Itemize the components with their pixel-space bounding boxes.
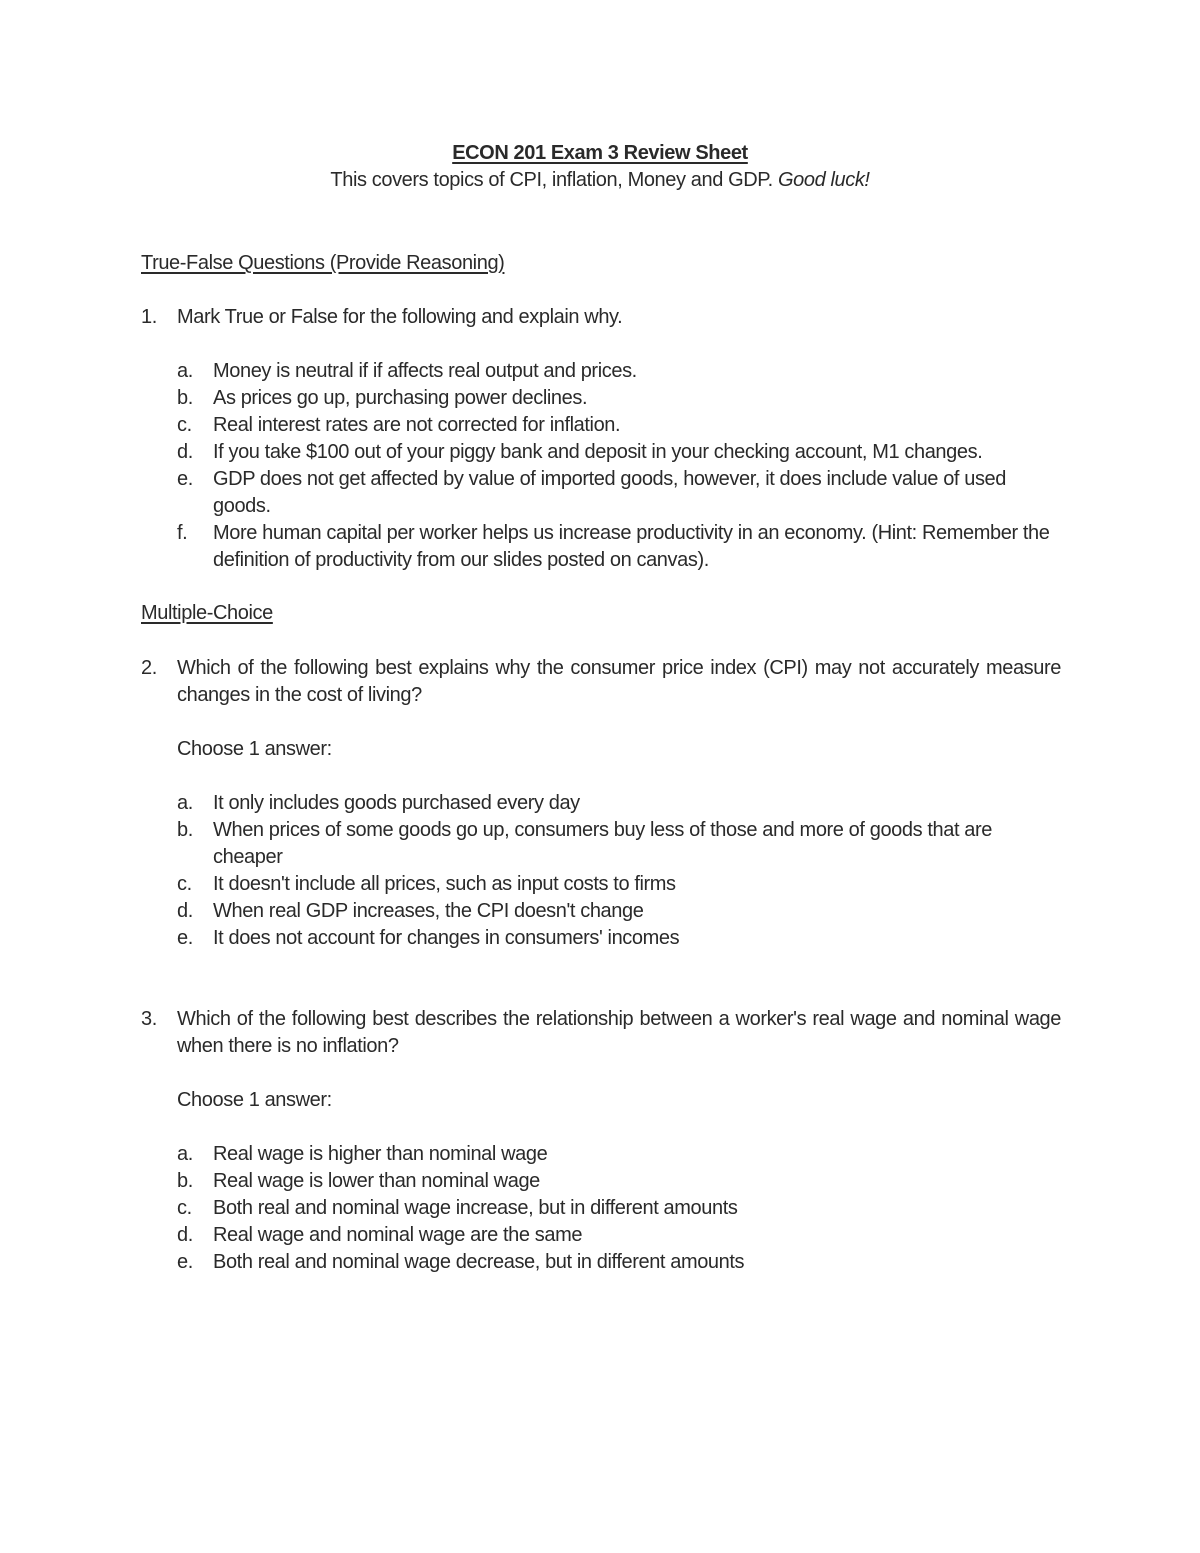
list-item <box>177 439 1061 466</box>
option-text: When prices of some goods go up, consumers buy less of those and more of goods that are cheaper <box>213 819 992 868</box>
choose-answer-prompt: Choose 1 answer: <box>177 738 332 760</box>
option-text: Real wage is higher than nominal wage <box>213 1143 548 1165</box>
option-text: As prices go up, purchasing power declines. <box>213 387 588 409</box>
option-text: It does not account for changes in consumers' incomes <box>213 927 680 949</box>
list-item <box>177 871 1061 898</box>
question-number: 3. <box>141 1008 157 1030</box>
option-text: Real interest rates are not corrected for inflation. <box>213 414 621 436</box>
list-item <box>177 817 1061 871</box>
list-item <box>177 466 1061 520</box>
section-heading-multiple-choice: Multiple-Choice <box>141 602 273 624</box>
list-item <box>177 1141 1061 1168</box>
document-subtitle <box>0 167 1200 194</box>
option-letter: b. <box>177 819 193 841</box>
option-text: Both real and nominal wage increase, but in different amounts <box>213 1197 738 1219</box>
answer-list <box>177 358 1061 574</box>
list-item <box>177 520 1061 574</box>
question-text: Which of the following best explains why the consumer price index (CPI) may not accurately measure changes in the cost of living? <box>177 657 1061 706</box>
list-item <box>177 1195 1061 1222</box>
option-letter: a. <box>177 1143 193 1165</box>
option-text: When real GDP increases, the CPI doesn't change <box>213 900 644 922</box>
subtitle-good-luck: Good luck! <box>777 169 870 191</box>
question-1 <box>141 304 1061 574</box>
choose-answer-prompt: Choose 1 answer: <box>177 1089 332 1111</box>
option-letter: d. <box>177 900 193 922</box>
list-item <box>177 1168 1061 1195</box>
document-title: ECON 201 Exam 3 Review Sheet <box>452 142 748 164</box>
question-number: 2. <box>141 657 157 679</box>
question-3 <box>141 1006 1061 1276</box>
list-item <box>177 1222 1061 1249</box>
list-item <box>177 412 1061 439</box>
option-letter: f. <box>177 522 188 544</box>
option-text: Real wage is lower than nominal wage <box>213 1170 540 1192</box>
option-text: It only includes goods purchased every day <box>213 792 580 814</box>
option-letter: c. <box>177 1197 192 1219</box>
option-text: More human capital per worker helps us increase productivity in an economy. (Hint: Remember the definition of productivity from our slides posted on canvas). <box>213 522 1050 571</box>
answer-list <box>177 1141 1061 1276</box>
option-letter: d. <box>177 441 193 463</box>
option-letter: d. <box>177 1224 193 1246</box>
list-item <box>177 925 1061 952</box>
option-text: Real wage and nominal wage are the same <box>213 1224 583 1246</box>
option-letter: e. <box>177 1251 193 1273</box>
option-text: Both real and nominal wage decrease, but in different amounts <box>213 1251 745 1273</box>
option-letter: b. <box>177 1170 193 1192</box>
list-item <box>177 358 1061 385</box>
list-item <box>177 385 1061 412</box>
option-letter: c. <box>177 873 192 895</box>
subtitle-text: This covers topics of CPI, inflation, Money and GDP. <box>330 169 773 191</box>
option-text: If you take $100 out of your piggy bank and deposit in your checking account, M1 changes. <box>213 441 983 463</box>
option-text: It doesn't include all prices, such as input costs to firms <box>213 873 676 895</box>
option-letter: e. <box>177 468 193 490</box>
list-item <box>177 898 1061 925</box>
question-text: Which of the following best describes the relationship between a worker's real wage and nominal wage when there is no inflation? <box>177 1008 1061 1057</box>
answer-list <box>177 790 1061 952</box>
section-heading-true-false: True-False Questions (Provide Reasoning) <box>141 252 505 274</box>
option-letter: c. <box>177 414 192 436</box>
option-letter: b. <box>177 387 193 409</box>
option-letter: e. <box>177 927 193 949</box>
document-header <box>0 140 1200 194</box>
question-2 <box>141 655 1061 952</box>
question-number: 1. <box>141 306 157 328</box>
list-item <box>177 1249 1061 1276</box>
option-text: Money is neutral if if affects real output and prices. <box>213 360 637 382</box>
option-letter: a. <box>177 360 193 382</box>
list-item <box>177 790 1061 817</box>
question-text: Mark True or False for the following and explain why. <box>177 306 623 328</box>
option-text: GDP does not get affected by value of imported goods, however, it does include value of used goods. <box>213 468 1006 517</box>
option-letter: a. <box>177 792 193 814</box>
